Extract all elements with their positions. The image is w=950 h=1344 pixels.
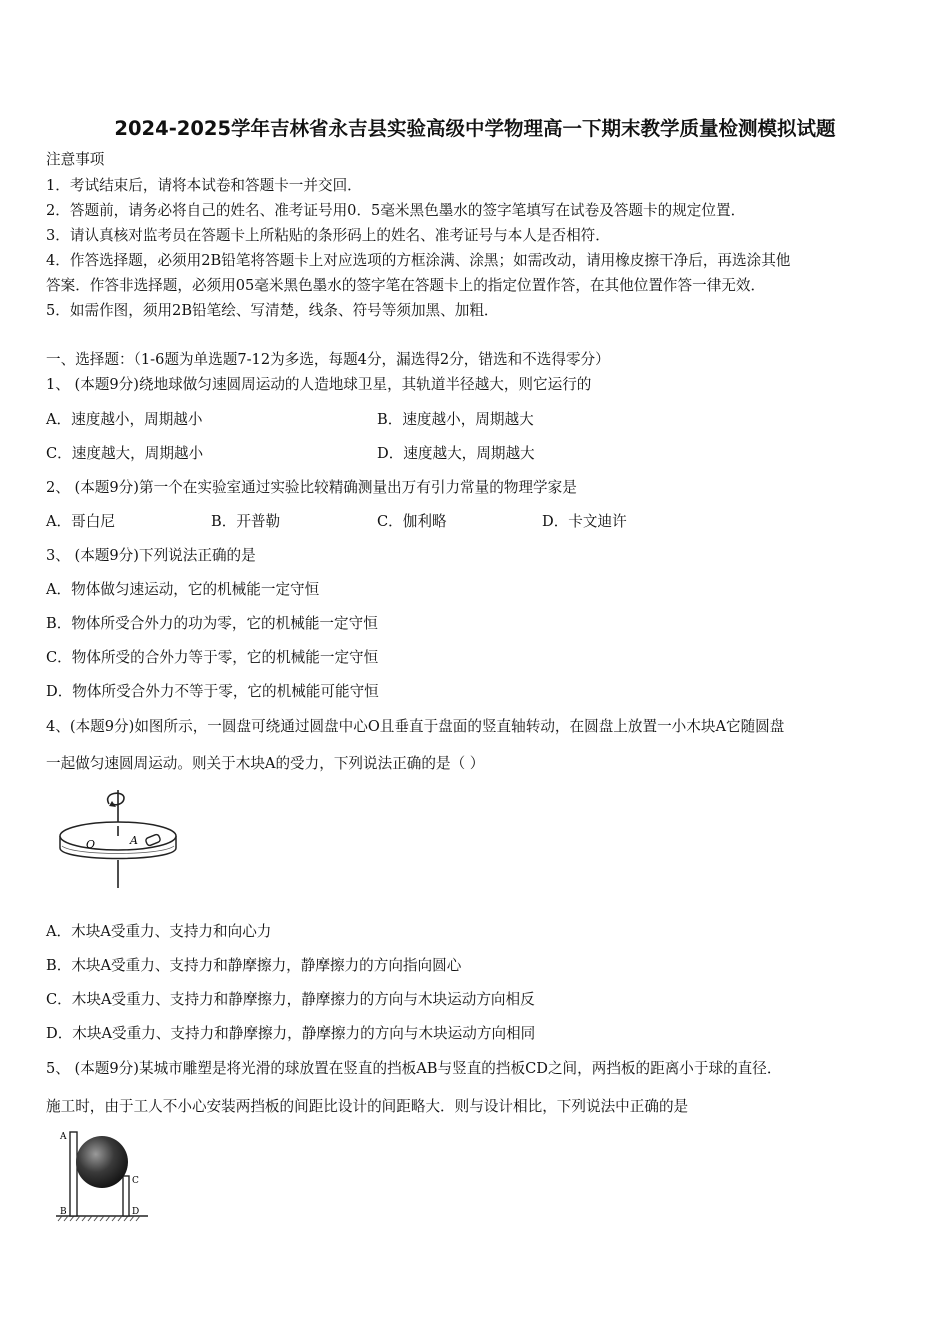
q1-option-b: B．速度越小，周期越大 <box>377 411 534 428</box>
q3-option-d: D．物体所受合外力不等于零，它的机械能可能守恒 <box>46 683 379 700</box>
notice-item: 2．答题前，请务必将自己的姓名、准考证号用0．5毫米黑色墨水的签字笔填写在试卷及答题卡的规定位置． <box>46 202 746 219</box>
q3-option-a: A．物体做匀速运动，它的机械能一定守恒 <box>46 581 320 598</box>
q3-option-b: B．物体所受合外力的功为零，它的机械能一定守恒 <box>46 615 378 632</box>
notice-item: 答案．作答非选择题，必须用05毫米黑色墨水的签字笔在答题卡上的指定位置作答，在其他位置作答一律无效． <box>46 277 766 294</box>
question-3-stem: 3、 (本题9分)下列说法正确的是 <box>46 547 256 564</box>
question-5-stem-line2: 施工时，由于工人不小心安装两挡板的间距比设计的间距略大．则与设计相比，下列说法中正确的是 <box>46 1098 689 1115</box>
section-heading: 一、选择题：（1-6题为单选题7-12为多选，每题4分，漏选得2分，错选和不选得零分） <box>46 351 610 368</box>
q1-option-a: A．速度越小，周期越小 <box>46 411 203 428</box>
q2-option-b: B．开普勒 <box>211 513 281 530</box>
figure-label-b: B <box>60 1207 67 1217</box>
q1-option-c: C．速度越大，周期越小 <box>46 445 204 462</box>
q3-option-c: C．物体所受的合外力等于零，它的机械能一定守恒 <box>46 649 379 666</box>
q4-option-d: D．木块A受重力、支持力和静摩擦力，静摩擦力的方向与木块运动方向相同 <box>46 1025 536 1042</box>
q2-option-a: A．哥白尼 <box>46 513 115 530</box>
question-2-stem: 2、 (本题9分)第一个在实验室通过实验比较精确测量出万有引力常量的物理学家是 <box>46 479 577 496</box>
rotating-disc-figure <box>54 788 184 890</box>
notice-item: 5．如需作图，须用2B铅笔绘、写清楚，线条、符号等须加黑、加粗． <box>46 302 499 319</box>
notice-item: 3．请认真核对监考员在答题卡上所粘贴的条形码上的姓名、准考证号与本人是否相符． <box>46 227 610 244</box>
notice-item: 4．作答选择题，必须用2B铅笔将答题卡上对应选项的方框涂满、涂黑；如需改动，请用橡皮擦干净后，再选涂其他 <box>46 252 791 269</box>
ball-between-plates-figure <box>52 1124 152 1224</box>
question-4-stem-line1: 4、(本题9分)如图所示，一圆盘可绕通过圆盘中心O且垂直于盘面的竖直轴转动，在圆盘上放置一小木块A它随圆盘 <box>46 718 785 735</box>
figure-label-a: A <box>130 834 138 847</box>
q4-option-a: A．木块A受重力、支持力和向心力 <box>46 923 272 940</box>
figure-label-a: A <box>60 1132 67 1142</box>
figure-label-c: C <box>132 1176 139 1186</box>
notice-heading: 注意事项 <box>46 151 105 168</box>
question-5-stem-line1: 5、 (本题9分)某城市雕塑是将光滑的球放置在竖直的挡板AB与竖直的挡板CD之间，两挡板的距离小于球的直径． <box>46 1060 782 1077</box>
figure-label-d: D <box>132 1207 140 1217</box>
question-1-stem: 1、 (本题9分)绕地球做匀速圆周运动的人造地球卫星，其轨道半径越大，则它运行的 <box>46 376 592 393</box>
notice-item: 1．考试结束后，请将本试卷和答题卡一并交回． <box>46 177 362 194</box>
q1-option-d: D．速度越大，周期越大 <box>377 445 535 462</box>
question-4-stem-line2: 一起做匀速圆周运动。则关于木块A的受力，下列说法正确的是（ ） <box>46 755 485 772</box>
q2-option-d: D．卡文迪许 <box>542 513 627 530</box>
figure-label-o: O <box>86 838 96 851</box>
q4-option-c: C．木块A受重力、支持力和静摩擦力，静摩擦力的方向与木块运动方向相反 <box>46 991 535 1008</box>
page-title: 2024-2025学年吉林省永吉县实验高级中学物理高一下期末教学质量检测模拟试题 <box>114 117 836 140</box>
q2-option-c: C．伽利略 <box>377 513 447 530</box>
q4-option-b: B．木块A受重力、支持力和静摩擦力，静摩擦力的方向指向圆心 <box>46 957 462 974</box>
